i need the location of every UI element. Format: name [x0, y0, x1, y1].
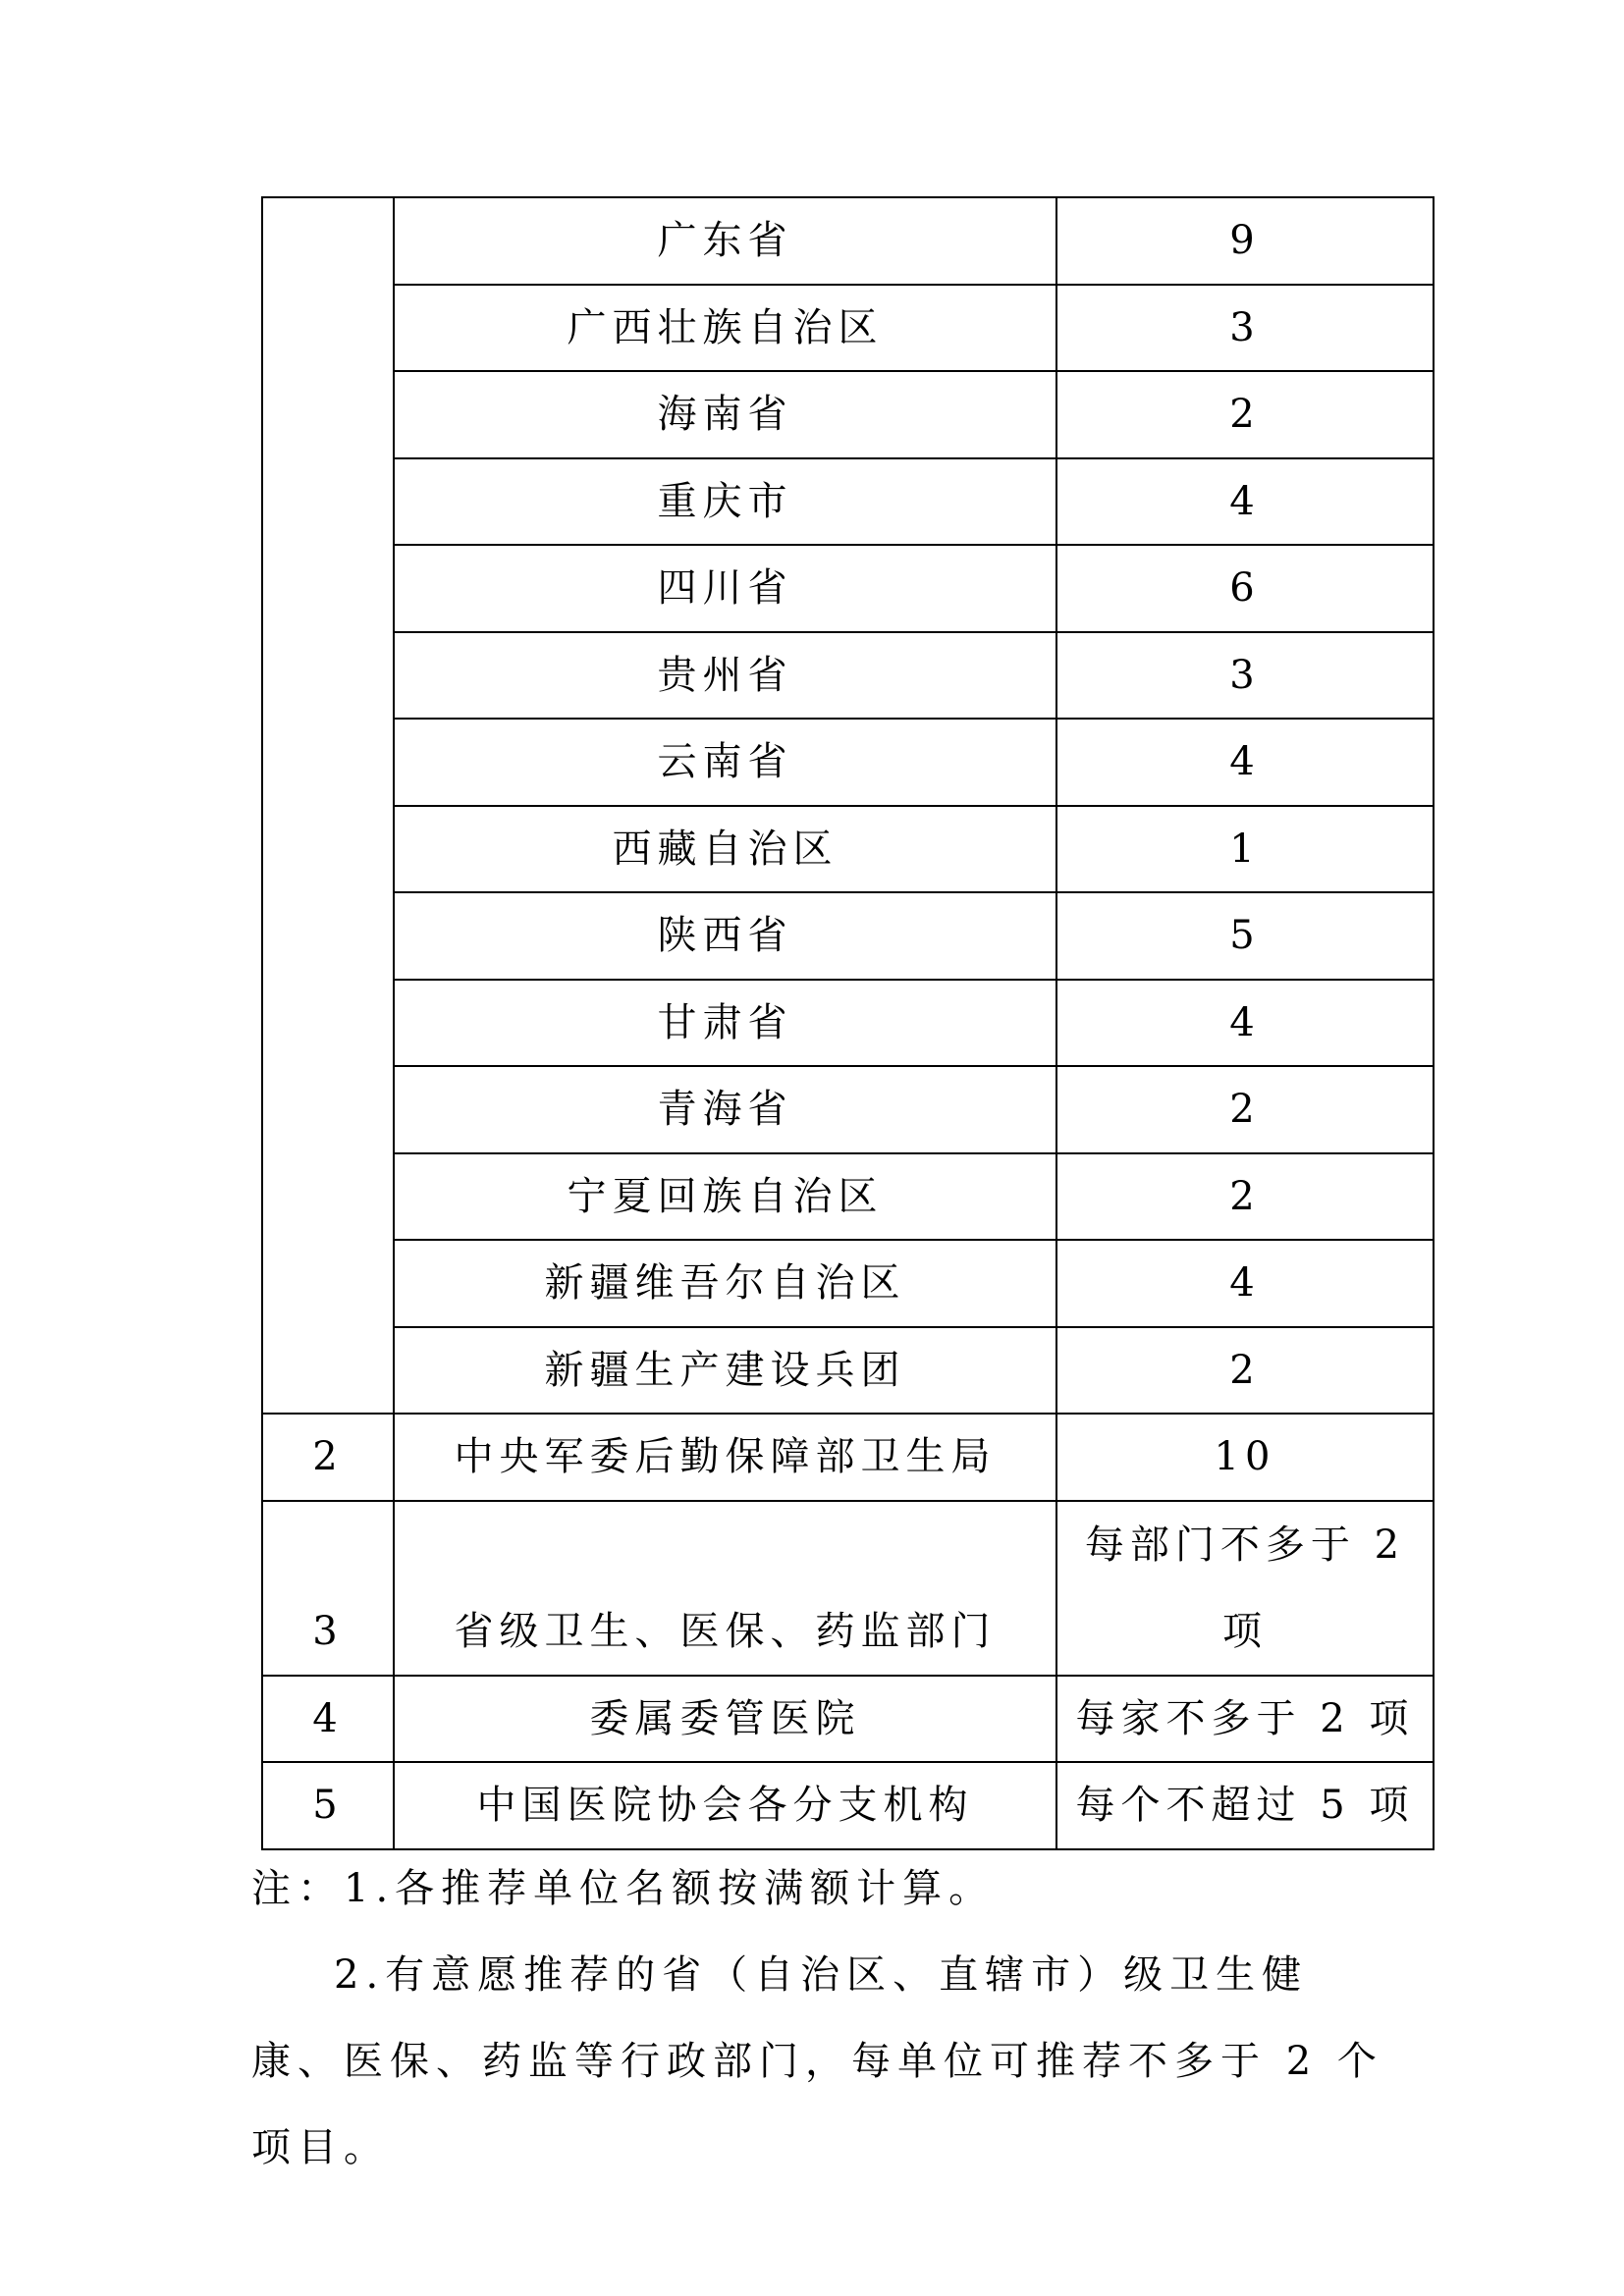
seq-cell: 2: [262, 1414, 394, 1501]
unit-cell: 青海省: [394, 1066, 1056, 1153]
quota-cell: 2: [1056, 1327, 1434, 1415]
unit-cell: 西藏自治区: [394, 806, 1056, 893]
seq-cell: 4: [262, 1676, 394, 1763]
table-row: [262, 719, 1434, 806]
unit-cell: 贵州省: [394, 632, 1056, 720]
table-row: [262, 285, 1434, 372]
seq-cell: 3: [262, 1501, 394, 1676]
unit-cell: 海南省: [394, 371, 1056, 458]
note-2: 2.有意愿推荐的省（自治区、直辖市）级卫生健康、医保、药监等行政部门，每单位可推荐不多于 2 个项目。: [251, 1952, 1383, 2170]
quota-cell: 4: [1056, 980, 1434, 1067]
unit-cell: 四川省: [394, 545, 1056, 632]
table-row: [262, 1676, 1434, 1763]
quota-cell: 4: [1056, 1240, 1434, 1327]
unit-cell: 广西壮族自治区: [394, 285, 1056, 372]
table-row: [262, 545, 1434, 632]
unit-cell: 省级卫生、医保、药监部门: [394, 1501, 1056, 1676]
unit-cell: 新疆生产建设兵团: [394, 1327, 1056, 1415]
table-row: [262, 632, 1434, 720]
quota-cell: 2: [1056, 371, 1434, 458]
unit-cell: 新疆维吾尔自治区: [394, 1240, 1056, 1327]
quota-cell: 4: [1056, 458, 1434, 546]
table-row: [262, 806, 1434, 893]
unit-cell: 中央军委后勤保障部卫生局: [394, 1414, 1056, 1501]
unit-cell: 甘肃省: [394, 980, 1056, 1067]
unit-cell: 重庆市: [394, 458, 1056, 546]
quota-cell: 2: [1056, 1153, 1434, 1241]
quota-cell: 2: [1056, 1066, 1434, 1153]
unit-cell: 宁夏回族自治区: [394, 1153, 1056, 1241]
seq-cell: [262, 197, 394, 1414]
table-row: [262, 458, 1434, 546]
quota-cell: 10: [1056, 1414, 1434, 1501]
table-row: [262, 1501, 1434, 1676]
notes-section: [251, 1845, 1390, 2191]
quota-cell: 1: [1056, 806, 1434, 893]
unit-cell: 委属委管医院: [394, 1676, 1056, 1763]
quota-cell: 3: [1056, 285, 1434, 372]
note-1: 注：1.各推荐单位名额按满额计算。: [251, 1866, 996, 1911]
unit-cell: 广东省: [394, 197, 1056, 285]
quota-cell: 3: [1056, 632, 1434, 720]
table-row: [262, 1153, 1434, 1241]
table-row: [262, 1414, 1434, 1501]
table-row: [262, 1066, 1434, 1153]
quota-cell: 6: [1056, 545, 1434, 632]
quota-cell: 每家不多于 2 项: [1056, 1676, 1434, 1763]
quota-cell: 5: [1056, 892, 1434, 980]
quota-table: [261, 196, 1435, 1850]
table-row: [262, 371, 1434, 458]
quota-cell: 每个不超过 5 项: [1056, 1762, 1434, 1849]
unit-cell: 云南省: [394, 719, 1056, 806]
table-row: [262, 1240, 1434, 1327]
seq-cell: 5: [262, 1762, 394, 1849]
table-row: [262, 1762, 1434, 1849]
unit-cell: 陕西省: [394, 892, 1056, 980]
quota-cell: 每部门不多于 2 项: [1056, 1501, 1434, 1676]
table-row: [262, 1327, 1434, 1415]
table-row: [262, 892, 1434, 980]
quota-cell: 9: [1056, 197, 1434, 285]
table-row: [262, 197, 1434, 285]
table-row: [262, 980, 1434, 1067]
quota-cell: 4: [1056, 719, 1434, 806]
unit-cell: 中国医院协会各分支机构: [394, 1762, 1056, 1849]
